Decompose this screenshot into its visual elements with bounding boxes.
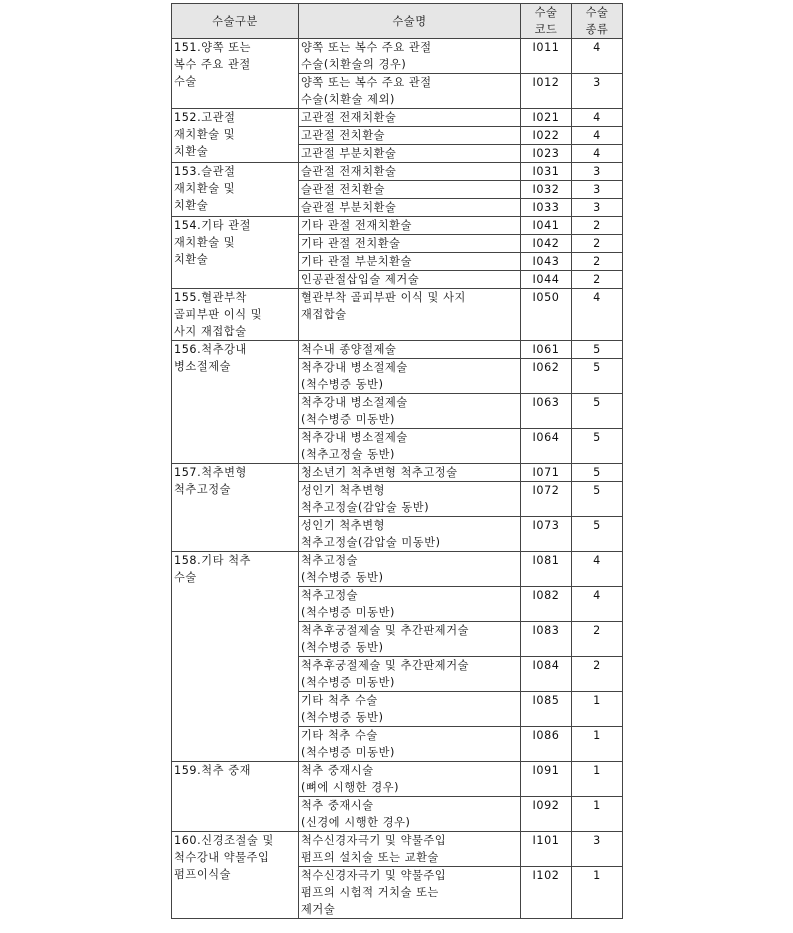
surgery-name-line: 양쪽 또는 복수 주요 관절: [301, 76, 432, 89]
surgery-name-line: 양쪽 또는 복수 주요 관절: [301, 41, 432, 54]
surgery-kind-cell: 2: [572, 235, 623, 253]
surgery-kind-cell: 5: [572, 394, 623, 429]
surgery-name-line: 기타 척추 수술: [301, 729, 378, 742]
header-kind-line-1: 수술: [585, 6, 609, 19]
surgery-kind-cell: 3: [572, 199, 623, 217]
surgery-kind-cell: 5: [572, 482, 623, 517]
surgery-name-line: 척수신경자극기 및 약물주입: [301, 869, 447, 882]
surgery-name-cell: [299, 762, 521, 797]
surgery-code-cell: I062: [521, 359, 572, 394]
surgery-code-cell: I092: [521, 797, 572, 832]
category-line: 154.기타 관절: [174, 219, 252, 232]
surgery-kind-cell: 5: [572, 359, 623, 394]
surgery-kind-cell: 5: [572, 341, 623, 359]
surgery-name-line: (척수병증 동반): [301, 711, 384, 724]
surgery-name-line: 기타 척추 수술: [301, 694, 378, 707]
surgery-name-line: 제거술: [301, 903, 336, 916]
surgery-name-line: 기타 관절 전치환술: [301, 237, 401, 250]
surgery-name-line: 기타 관절 전재치환술: [301, 219, 412, 232]
category-line: 복수 주요 관절: [174, 58, 251, 71]
surgery-name-cell: [299, 145, 521, 163]
surgery-kind-cell: 4: [572, 109, 623, 127]
surgery-name-line: 청소년기 척추변형 척추고정술: [301, 466, 458, 479]
category-cell: [172, 341, 299, 464]
surgery-name-line: 척추 중재시술: [301, 799, 374, 812]
surgery-name-cell: [299, 199, 521, 217]
surgery-name-line: (척수병증 동반): [301, 641, 384, 654]
category-line: 재치환술 및: [174, 128, 236, 141]
category-line: 척수강내 약물주입: [174, 851, 270, 864]
surgery-name-line: (신경에 시행한 경우): [301, 816, 411, 829]
surgery-name-line: 펌프의 시험적 거치술 또는: [301, 886, 439, 899]
surgery-name-cell: [299, 127, 521, 145]
table-row: [172, 217, 623, 235]
surgery-name-line: 성인기 척추변형: [301, 484, 386, 497]
surgery-name-line: (척수병증 미동반): [301, 676, 395, 689]
surgery-kind-cell: 3: [572, 163, 623, 181]
surgery-code-cell: I084: [521, 657, 572, 692]
surgery-name-cell: [299, 163, 521, 181]
category-cell: [172, 464, 299, 552]
surgery-name-line: 재접합술: [301, 308, 347, 321]
surgery-kind-cell: 1: [572, 692, 623, 727]
surgery-name-cell: [299, 552, 521, 587]
surgery-code-cell: I021: [521, 109, 572, 127]
surgery-code-cell: I101: [521, 832, 572, 867]
category-cell: [172, 832, 299, 919]
surgery-name-line: 고관절 전재치환술: [301, 111, 397, 124]
surgery-name-line: 고관절 부분치환술: [301, 147, 397, 160]
surgery-kind-cell: 1: [572, 797, 623, 832]
surgery-name-cell: [299, 429, 521, 464]
surgery-code-cell: I063: [521, 394, 572, 429]
surgery-name-line: 고관절 전치환술: [301, 129, 386, 142]
surgery-code-cell: I043: [521, 253, 572, 271]
header-name: 수술명: [299, 4, 521, 39]
surgery-code-cell: I011: [521, 39, 572, 74]
surgery-kind-cell: 4: [572, 289, 623, 341]
category-cell: [172, 289, 299, 341]
header-code: [521, 4, 572, 39]
surgery-code-cell: I031: [521, 163, 572, 181]
surgery-code-cell: I022: [521, 127, 572, 145]
surgery-kind-cell: 2: [572, 253, 623, 271]
surgery-code-cell: I044: [521, 271, 572, 289]
category-line: 사지 재접합술: [174, 325, 247, 338]
surgery-name-line: 슬관절 전재치환술: [301, 165, 397, 178]
surgery-kind-cell: 2: [572, 622, 623, 657]
category-line: 치환술: [174, 145, 209, 158]
category-cell: [172, 163, 299, 217]
surgery-name-cell: [299, 832, 521, 867]
surgery-name-line: (뼈에 시행한 경우): [301, 781, 400, 794]
surgery-name-cell: [299, 482, 521, 517]
table-row: [172, 464, 623, 482]
surgery-name-cell: [299, 394, 521, 429]
surgery-name-line: (척수병증 미동반): [301, 606, 395, 619]
category-line: 156.척추강내: [174, 343, 247, 356]
surgery-name-line: 혈관부착 골피부판 이식 및 사지: [301, 291, 466, 304]
surgery-code-cell: I091: [521, 762, 572, 797]
surgery-code-cell: I050: [521, 289, 572, 341]
surgery-kind-cell: 4: [572, 552, 623, 587]
surgery-name-line: 척추강내 병소절제술: [301, 431, 408, 444]
surgery-name-line: 기타 관절 부분치환술: [301, 255, 412, 268]
category-line: 펌프이식술: [174, 868, 232, 881]
header-code-line-1: 수술: [534, 6, 558, 19]
surgery-name-line: 척추고정술(감압술 미동반): [301, 536, 441, 549]
header-code-line-2: 코드: [534, 23, 558, 36]
surgery-code-cell: I033: [521, 199, 572, 217]
surgery-kind-cell: 5: [572, 517, 623, 552]
surgery-kind-cell: 5: [572, 464, 623, 482]
surgery-name-cell: [299, 464, 521, 482]
surgery-name-line: 슬관절 전치환술: [301, 183, 386, 196]
surgery-code-cell: I085: [521, 692, 572, 727]
table-row: [172, 163, 623, 181]
header-kind-line-2: 종류: [585, 23, 609, 36]
surgery-kind-cell: 1: [572, 867, 623, 919]
surgery-name-line: 척추후궁절제술 및 추간판제거술: [301, 624, 470, 637]
surgery-name-cell: [299, 867, 521, 919]
category-line: 골피부판 이식 및: [174, 308, 263, 321]
table-row: [172, 289, 623, 341]
surgery-code-cell: I012: [521, 74, 572, 109]
category-cell: [172, 39, 299, 109]
surgery-code-cell: I086: [521, 727, 572, 762]
surgery-code-cell: I102: [521, 867, 572, 919]
table-row: [172, 762, 623, 797]
header-category: 수술구분: [172, 4, 299, 39]
table-row: [172, 832, 623, 867]
surgery-kind-cell: 3: [572, 181, 623, 199]
surgery-kind-cell: 1: [572, 727, 623, 762]
category-line: 158.기타 척추: [174, 554, 252, 567]
surgery-code-table: [171, 3, 623, 919]
surgery-name-cell: [299, 657, 521, 692]
surgery-name-cell: [299, 253, 521, 271]
surgery-name-line: 척추강내 병소절제술: [301, 396, 408, 409]
surgery-name-line: 펌프의 설치술 또는 교환술: [301, 851, 439, 864]
surgery-name-line: 척추후궁절제술 및 추간판제거술: [301, 659, 470, 672]
category-line: 160.신경조절술 및: [174, 834, 274, 847]
surgery-name-line: 척추강내 병소절제술: [301, 361, 408, 374]
category-line: 병소절제술: [174, 360, 232, 373]
category-line: 151.양쪽 또는: [174, 41, 252, 54]
surgery-code-cell: I064: [521, 429, 572, 464]
table-row: [172, 109, 623, 127]
category-line: 치환술: [174, 253, 209, 266]
surgery-kind-cell: 5: [572, 429, 623, 464]
surgery-name-line: (척수병증 동반): [301, 378, 384, 391]
category-cell: [172, 217, 299, 289]
table-header-row: [172, 4, 623, 39]
category-line: 척추고정술: [174, 483, 232, 496]
surgery-name-line: 척수내 종양절제술: [301, 343, 397, 356]
surgery-name-cell: [299, 587, 521, 622]
surgery-name-line: 성인기 척추변형: [301, 519, 386, 532]
table-row: [172, 341, 623, 359]
surgery-name-cell: [299, 797, 521, 832]
surgery-name-line: 척추고정술(감압술 동반): [301, 501, 430, 514]
surgery-name-cell: [299, 74, 521, 109]
surgery-name-cell: [299, 235, 521, 253]
category-line: 157.척추변형: [174, 466, 247, 479]
surgery-kind-cell: 2: [572, 217, 623, 235]
surgery-name-cell: [299, 271, 521, 289]
surgery-code-cell: I041: [521, 217, 572, 235]
surgery-code-cell: I083: [521, 622, 572, 657]
surgery-name-cell: [299, 622, 521, 657]
surgery-name-line: 척추 중재시술: [301, 764, 374, 777]
table-body: [172, 39, 623, 919]
surgery-code-cell: I061: [521, 341, 572, 359]
surgery-name-line: (척수병증 동반): [301, 571, 384, 584]
surgery-code-cell: I042: [521, 235, 572, 253]
surgery-code-cell: I081: [521, 552, 572, 587]
category-line: 수술: [174, 75, 197, 88]
category-line: 수술: [174, 571, 197, 584]
category-line: 치환술: [174, 199, 209, 212]
category-line: 재치환술 및: [174, 236, 236, 249]
surgery-kind-cell: 1: [572, 762, 623, 797]
table-row: [172, 552, 623, 587]
table-row: [172, 39, 623, 74]
surgery-kind-cell: 4: [572, 587, 623, 622]
surgery-name-line: 인공관절삽입술 제거술: [301, 273, 420, 286]
surgery-name-line: 수술(치환술의 경우): [301, 58, 407, 71]
category-cell: [172, 552, 299, 762]
surgery-name-line: (척추고정술 동반): [301, 448, 395, 461]
category-cell: [172, 109, 299, 163]
surgery-kind-cell: 4: [572, 127, 623, 145]
surgery-name-cell: [299, 517, 521, 552]
surgery-name-cell: [299, 217, 521, 235]
surgery-name-line: 척추고정술: [301, 554, 359, 567]
category-line: 152.고관절: [174, 111, 236, 124]
surgery-name-line: 척수신경자극기 및 약물주입: [301, 834, 447, 847]
surgery-name-line: 수술(치환술 제외): [301, 93, 395, 106]
surgery-kind-cell: 4: [572, 145, 623, 163]
surgery-kind-cell: 2: [572, 271, 623, 289]
surgery-name-line: (척수병증 미동반): [301, 746, 395, 759]
surgery-name-line: 슬관절 부분치환술: [301, 201, 397, 214]
surgery-name-cell: [299, 39, 521, 74]
surgery-name-cell: [299, 181, 521, 199]
surgery-code-cell: I073: [521, 517, 572, 552]
category-line: 153.슬관절: [174, 165, 236, 178]
surgery-name-cell: [299, 109, 521, 127]
surgery-name-cell: [299, 727, 521, 762]
surgery-name-cell: [299, 359, 521, 394]
category-line: 159.척추 중재: [174, 764, 252, 777]
header-kind: [572, 4, 623, 39]
surgery-kind-cell: 4: [572, 39, 623, 74]
surgery-code-cell: I071: [521, 464, 572, 482]
category-cell: [172, 762, 299, 832]
surgery-code-cell: I023: [521, 145, 572, 163]
surgery-name-line: (척수병증 미동반): [301, 413, 395, 426]
surgery-kind-cell: 3: [572, 832, 623, 867]
surgery-name-cell: [299, 289, 521, 341]
surgery-code-cell: I032: [521, 181, 572, 199]
surgery-code-cell: I072: [521, 482, 572, 517]
category-line: 재치환술 및: [174, 182, 236, 195]
category-line: 155.혈관부착: [174, 291, 247, 304]
surgery-kind-cell: 2: [572, 657, 623, 692]
surgery-name-cell: [299, 692, 521, 727]
surgery-code-cell: I082: [521, 587, 572, 622]
surgery-name-line: 척추고정술: [301, 589, 359, 602]
surgery-kind-cell: 3: [572, 74, 623, 109]
surgery-name-cell: [299, 341, 521, 359]
